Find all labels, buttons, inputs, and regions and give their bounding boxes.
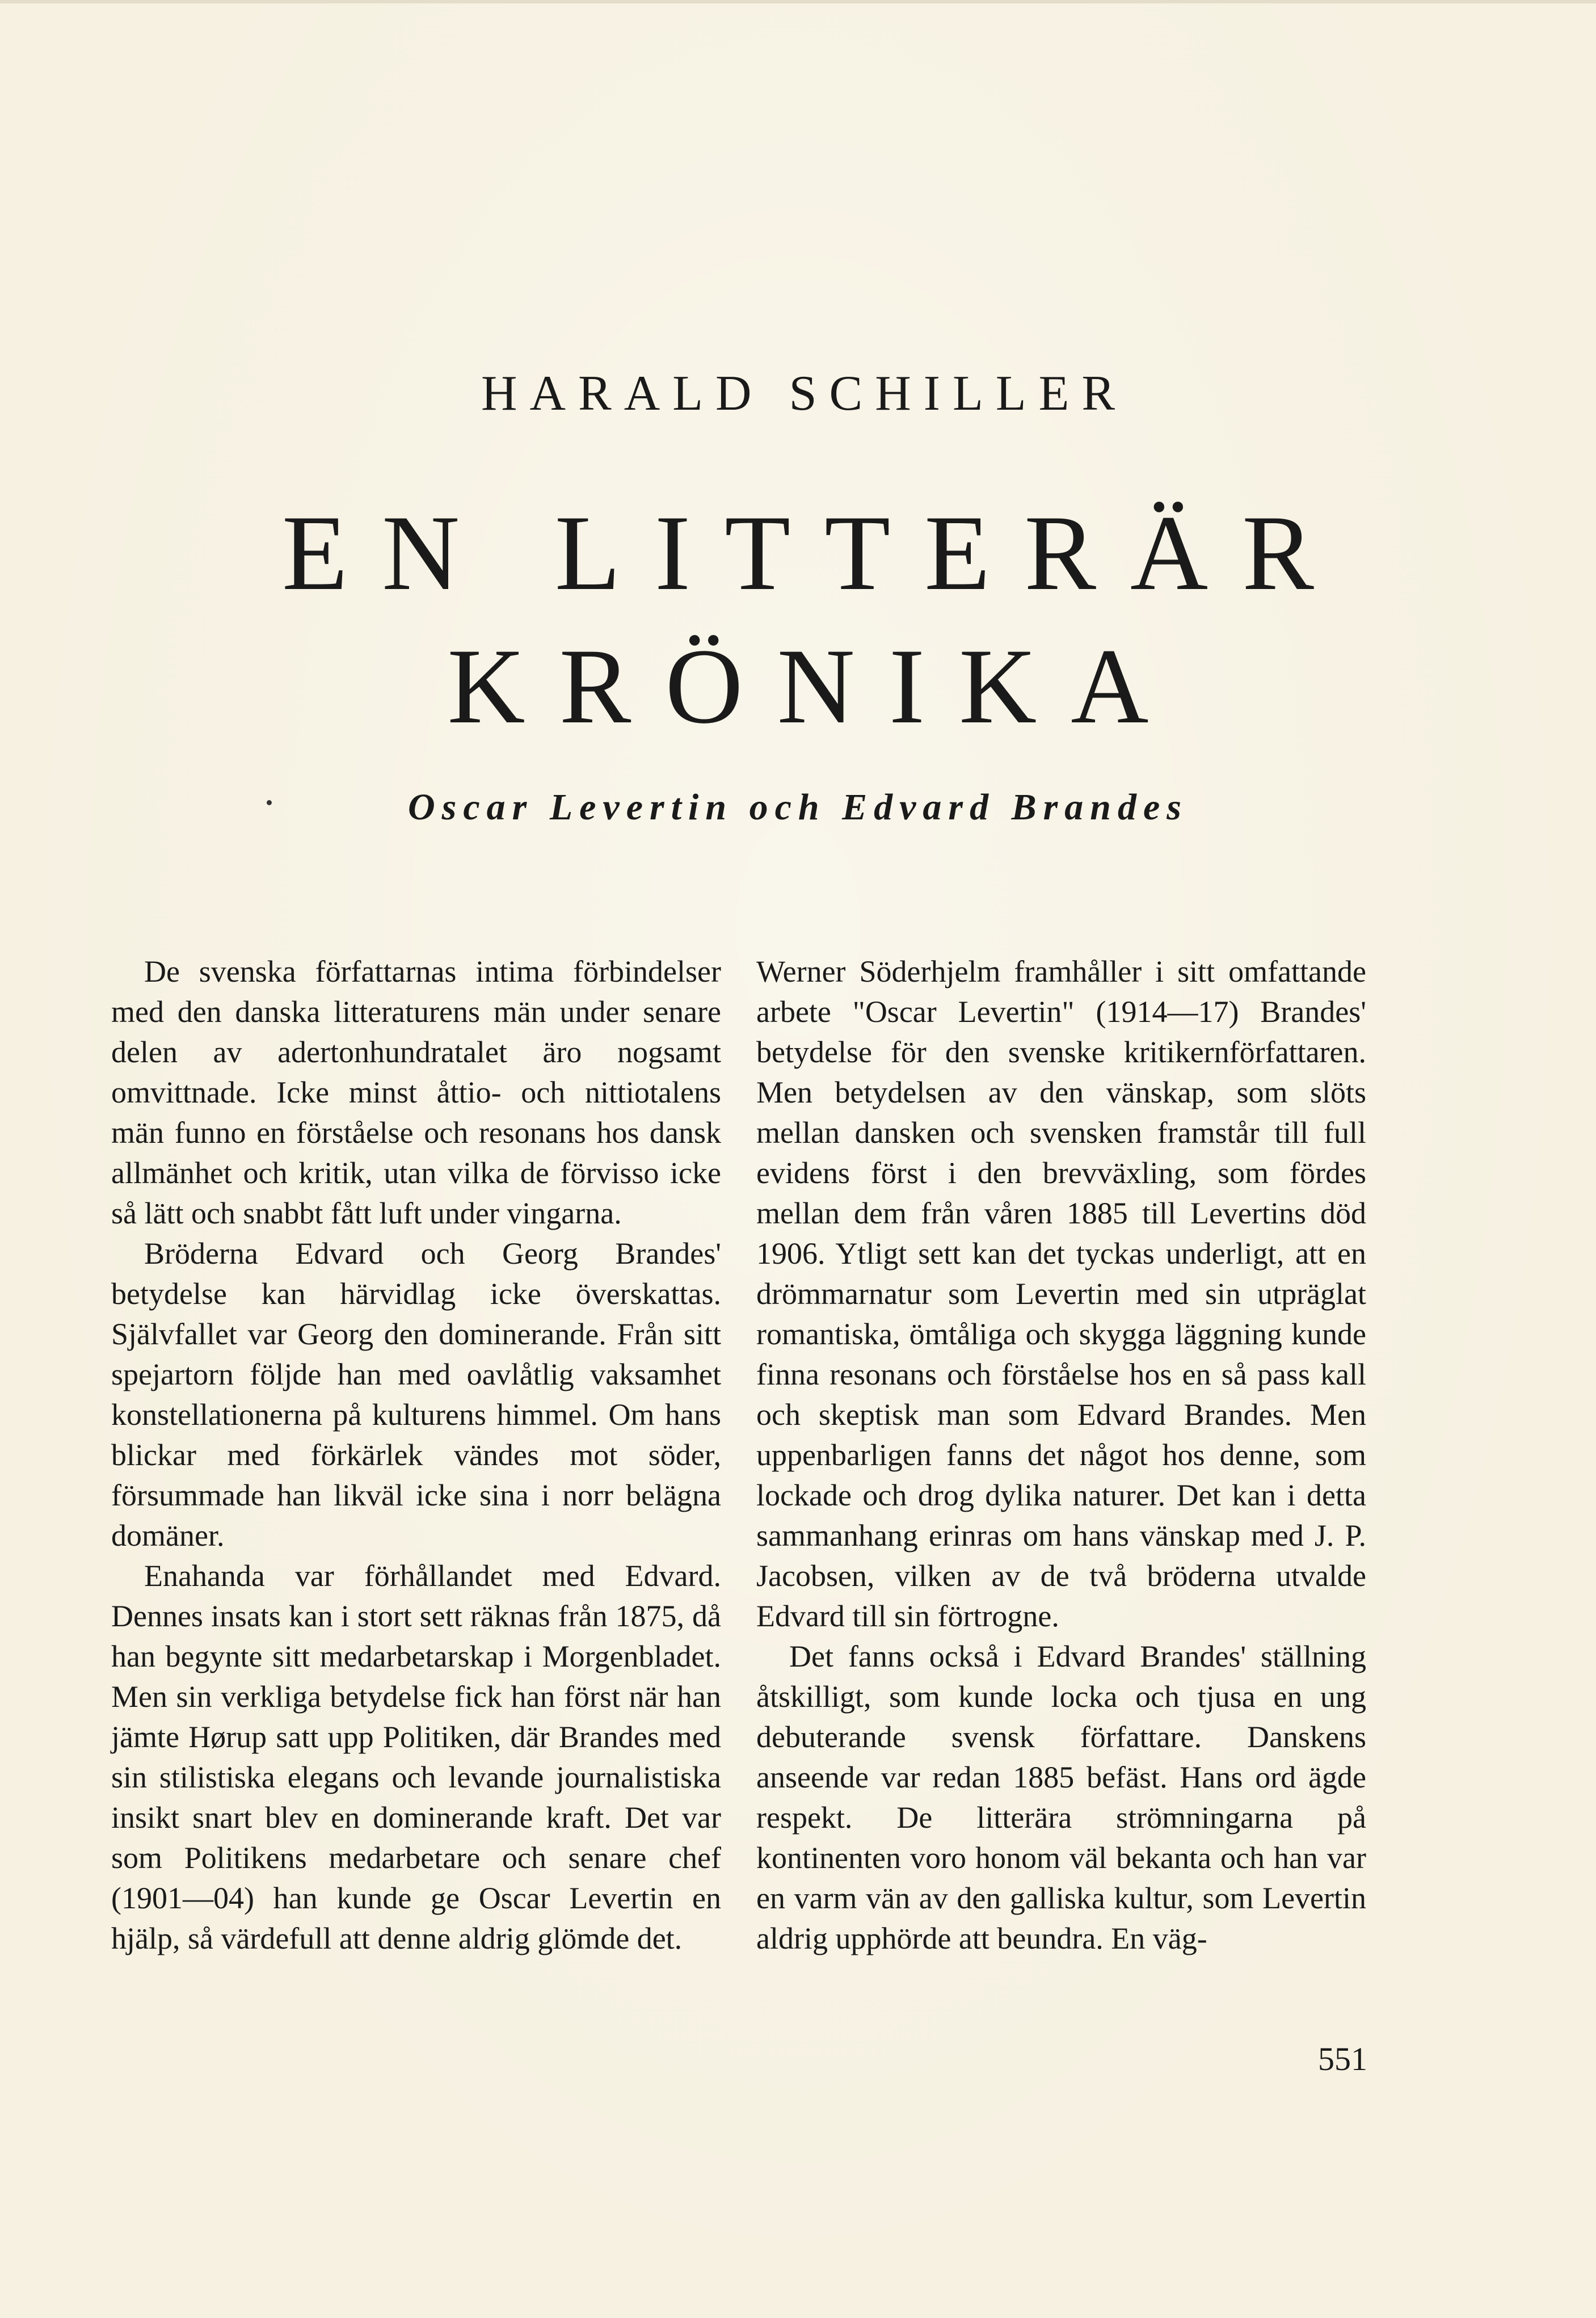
page-number: 551	[1318, 2041, 1367, 2077]
article-subtitle: Oscar Levertin och Edvard Brandes	[408, 786, 1188, 828]
page-top-edge	[0, 0, 1596, 3]
paragraph: De svenska författarnas intima förbindelser med den danska litteraturens män under senare delen av adertonhundratalet äro nogsamt omvittnade. Icke minst åttio- och nittiotalens män funno en förståelse och resonans hos dansk allmänhet och kritik, utan vilka de förvisso icke så lätt och snabbt fått luft under vingarna.	[111, 954, 721, 1230]
paragraph: Bröderna Edvard och Georg Brandes' betydelse kan härvidlag icke överskattas. Självfallet var Georg den dominerande. Från sitt spejartorn följde han med oavlåtlig vaksamhet konstellationerna på kulturens himmel. Om hans blickar med förkärlek vändes mot söder, försummade han likväl icke sina i norr belägna domäner.	[111, 1236, 721, 1553]
left-text-column	[111, 952, 721, 1959]
article-title-line-2: KRÖNIKA	[447, 627, 1183, 746]
paragraph: Werner Söderhjelm framhåller i sitt omfattande arbete "Oscar Levertin" (1914—17) Brandes' betydelse för den svenske kritikernförfattaren. Men betydelsen av den vänskap, som slöts mellan dansken och svensken framstår till full evidens först i den brevväxling, som fördes mellan dem från våren 1885 till Levertins död 1906. Ytligt sett kan det tyckas underligt, att en drömmarnatur som Levertin med sin utpräglat romantiska, ömtåliga och skygga läggning kunde finna resonans och förståelse hos en så pass kall och skeptisk man som Edvard Brandes. Men uppenbarligen fanns det något hos denne, som lockade och drog dylika naturer. Det kan i detta sammanhang erinras om hans vänskap med J. P. Jacobsen, vilken av de två bröderna utvalde Edvard till sin förtrogne.	[756, 954, 1366, 1633]
right-text-column	[756, 952, 1366, 1959]
author-name: HARALD SCHILLER	[481, 366, 1128, 421]
article-title-line-1: EN LITTERÄR	[282, 494, 1348, 613]
paragraph: Enahanda var förhållandet med Edvard. Dennes insats kan i stort sett räknas från 1875, då han begynte sitt medarbetarskap i Morgenbladet. Men sin verkliga betydelse fick han först när han jämte Hørup satt upp Politiken, där Brandes med sin stilistiska elegans och levande journalistiska insikt snart blev en dominerande kraft. Det var som Politikens medarbetare och senare chef (1901—04) han kunde ge Oscar Levertin en hjälp, så värdefull att denne aldrig glömde det.	[111, 1559, 721, 1955]
paragraph: Det fanns också i Edvard Brandes' ställning åtskilligt, som kunde locka och tjusa en ung debuterande svensk författare. Danskens anseende var redan 1885 befäst. Hans ord ägde respekt. De litterära strömningarna på kontinenten voro honom väl bekanta och han var en varm vän av den galliska kultur, som Levertin aldrig upphörde att beundra. En väg-	[756, 1639, 1366, 1955]
